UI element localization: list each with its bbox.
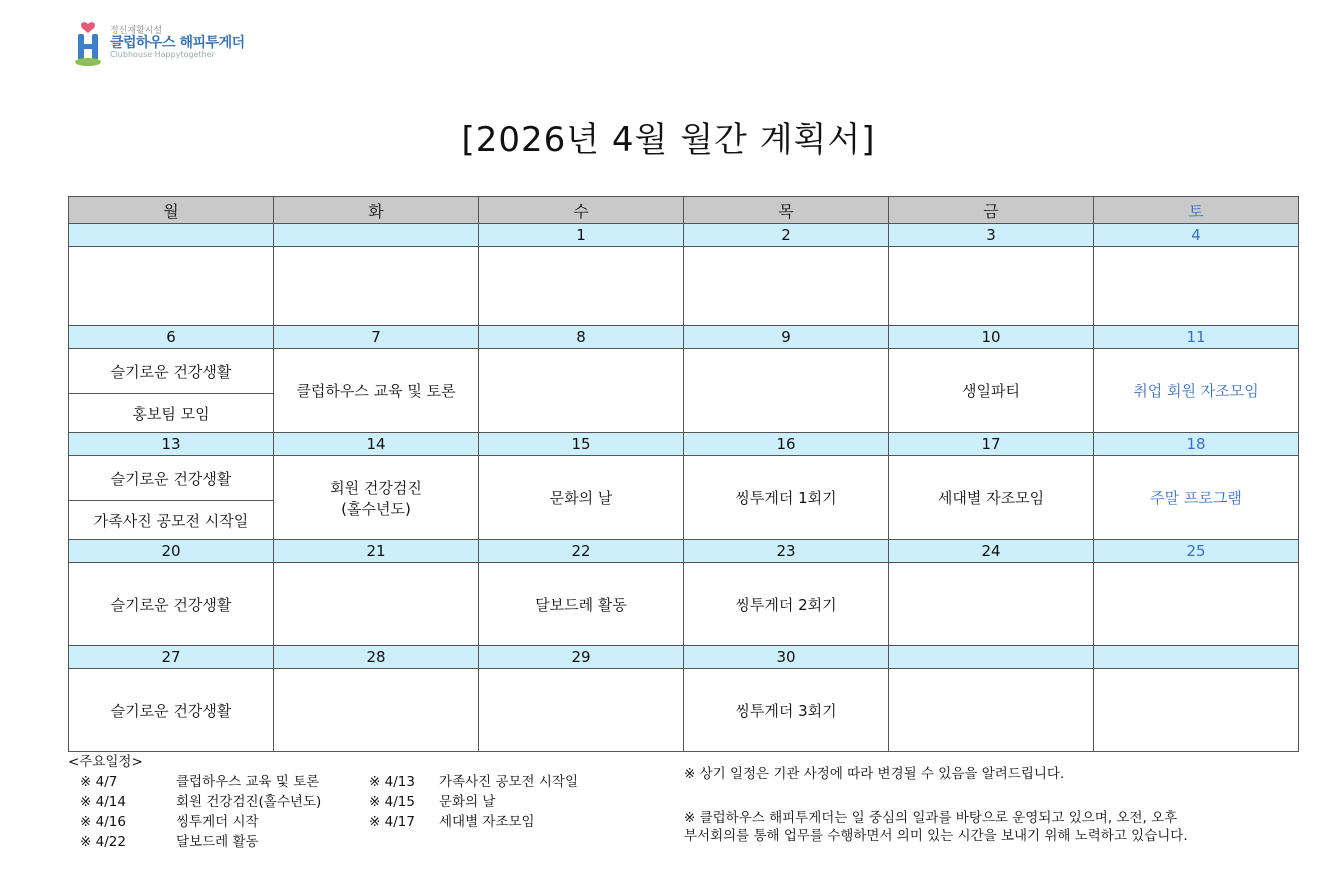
weekday-header-row	[69, 197, 1299, 224]
schedule-event: 가족사진 공모전 시작일	[439, 774, 578, 790]
key-schedule-heading: <주요일정>	[68, 754, 143, 770]
event-cell	[479, 349, 684, 433]
weekday-tue: 화	[274, 197, 479, 224]
key-schedule-row	[80, 832, 629, 852]
remark-schedule-change: ※ 상기 일정은 기관 사정에 따라 변경될 수 있음을 알려드립니다.	[684, 766, 1065, 782]
event-cell: 달보드레 활동	[479, 563, 684, 646]
date-cell: 14	[274, 433, 479, 456]
event-cell: 취업 회원 자조모임	[1094, 349, 1299, 433]
event-row	[69, 247, 1299, 326]
event-cell	[889, 669, 1094, 752]
remark-operation-1: ※ 클럽하우스 해피투게더는 일 중심의 일과를 바탕으로 운영되고 있으며, 오전, 오후	[684, 810, 1178, 826]
event-cell	[274, 247, 479, 326]
date-row	[69, 224, 1299, 247]
date-cell: 9	[684, 326, 889, 349]
key-schedule-row	[80, 792, 629, 812]
event-row	[69, 456, 1299, 501]
event-cell: 씽투게더 1회기	[684, 456, 889, 540]
event-cell: 문화의 날	[479, 456, 684, 540]
weekday-fri: 금	[889, 197, 1094, 224]
event-row	[69, 563, 1299, 646]
date-cell: 3	[889, 224, 1094, 247]
schedule-date: ※ 4/22	[80, 834, 126, 850]
event-cell	[1094, 563, 1299, 646]
logo-main: 클럽하우스 해피투게더	[110, 35, 245, 52]
event-cell: 생일파티	[889, 349, 1094, 433]
event-cell: 슬기로운 건강생활	[69, 669, 274, 752]
date-row	[69, 540, 1299, 563]
schedule-event: 문화의 날	[439, 794, 496, 810]
date-cell: 16	[684, 433, 889, 456]
date-cell: 6	[69, 326, 274, 349]
schedule-date: ※ 4/16	[80, 814, 126, 830]
event-cell: 슬기로운 건강생활	[69, 456, 274, 501]
event-row	[69, 669, 1299, 752]
event-cell: 슬기로운 건강생활	[69, 349, 274, 394]
event-cell	[889, 563, 1094, 646]
key-schedule-row	[80, 772, 629, 792]
logo-icon	[74, 20, 104, 66]
schedule-date: ※ 4/15	[369, 794, 415, 810]
event-cell	[684, 349, 889, 433]
event-cell: 세대별 자조모임	[889, 456, 1094, 540]
event-cell: 홍보팀 모임	[69, 394, 274, 433]
date-cell: 28	[274, 646, 479, 669]
event-cell: 주말 프로그램	[1094, 456, 1299, 540]
date-cell: 4	[1094, 224, 1299, 247]
key-schedule	[68, 752, 629, 852]
date-cell: 8	[479, 326, 684, 349]
date-cell: 27	[69, 646, 274, 669]
date-cell: 21	[274, 540, 479, 563]
date-cell: 11	[1094, 326, 1299, 349]
calendar-table	[68, 196, 1299, 752]
schedule-date: ※ 4/7	[80, 774, 118, 790]
event-cell	[479, 247, 684, 326]
schedule-event: 클럽하우스 교육 및 토론	[176, 774, 320, 790]
schedule-event: 씽투게더 시작	[176, 814, 259, 830]
event-cell	[274, 669, 479, 752]
date-cell	[274, 224, 479, 247]
date-row	[69, 326, 1299, 349]
event-cell: 슬기로운 건강생활	[69, 563, 274, 646]
key-schedule-row	[80, 812, 629, 832]
event-cell: 씽투게더 3회기	[684, 669, 889, 752]
weekday-thu: 목	[684, 197, 889, 224]
logo	[74, 20, 245, 66]
event-cell	[274, 563, 479, 646]
schedule-event: 회원 건강검진(홀수년도)	[176, 794, 322, 810]
schedule-event: 세대별 자조모임	[439, 814, 535, 830]
event-cell	[889, 247, 1094, 326]
date-cell: 17	[889, 433, 1094, 456]
date-cell: 1	[479, 224, 684, 247]
event-cell: 씽투게더 2회기	[684, 563, 889, 646]
date-row	[69, 433, 1299, 456]
event-cell	[684, 247, 889, 326]
event-cell	[274, 456, 479, 540]
logo-en: Clubhouse Happytogether	[110, 49, 215, 59]
event-cell: 클럽하우스 교육 및 토론	[274, 349, 479, 433]
event-cell	[1094, 669, 1299, 752]
date-cell: 22	[479, 540, 684, 563]
event-line: (홀수년도)	[341, 499, 411, 518]
date-cell: 10	[889, 326, 1094, 349]
weekday-sat: 토	[1094, 197, 1299, 224]
date-cell: 25	[1094, 540, 1299, 563]
weekday-wed: 수	[479, 197, 684, 224]
event-cell	[479, 669, 684, 752]
schedule-date: ※ 4/14	[80, 794, 126, 810]
page-title: [2026년 4월 월간 계획서]	[461, 120, 876, 160]
date-row	[69, 646, 1299, 669]
event-line: 회원 건강검진	[330, 478, 422, 497]
date-cell: 30	[684, 646, 889, 669]
event-cell: 가족사진 공모전 시작일	[69, 501, 274, 540]
date-cell	[889, 646, 1094, 669]
schedule-date: ※ 4/13	[369, 774, 415, 790]
event-cell	[69, 247, 274, 326]
logo-sub: 정신재활시설	[110, 25, 163, 36]
date-cell: 2	[684, 224, 889, 247]
date-cell: 24	[889, 540, 1094, 563]
schedule-event: 달보드레 활동	[176, 834, 259, 850]
date-cell	[69, 224, 274, 247]
date-cell	[1094, 646, 1299, 669]
weekday-mon: 월	[69, 197, 274, 224]
event-cell	[1094, 247, 1299, 326]
date-cell: 20	[69, 540, 274, 563]
date-cell: 15	[479, 433, 684, 456]
event-row	[69, 349, 1299, 394]
date-cell: 23	[684, 540, 889, 563]
date-cell: 7	[274, 326, 479, 349]
schedule-date: ※ 4/17	[369, 814, 415, 830]
date-cell: 29	[479, 646, 684, 669]
date-cell: 18	[1094, 433, 1299, 456]
remark-operation-2: 부서회의를 통해 업무를 수행하면서 의미 있는 시간을 보내기 위해 노력하고 있습니다.	[684, 828, 1188, 844]
date-cell: 13	[69, 433, 274, 456]
